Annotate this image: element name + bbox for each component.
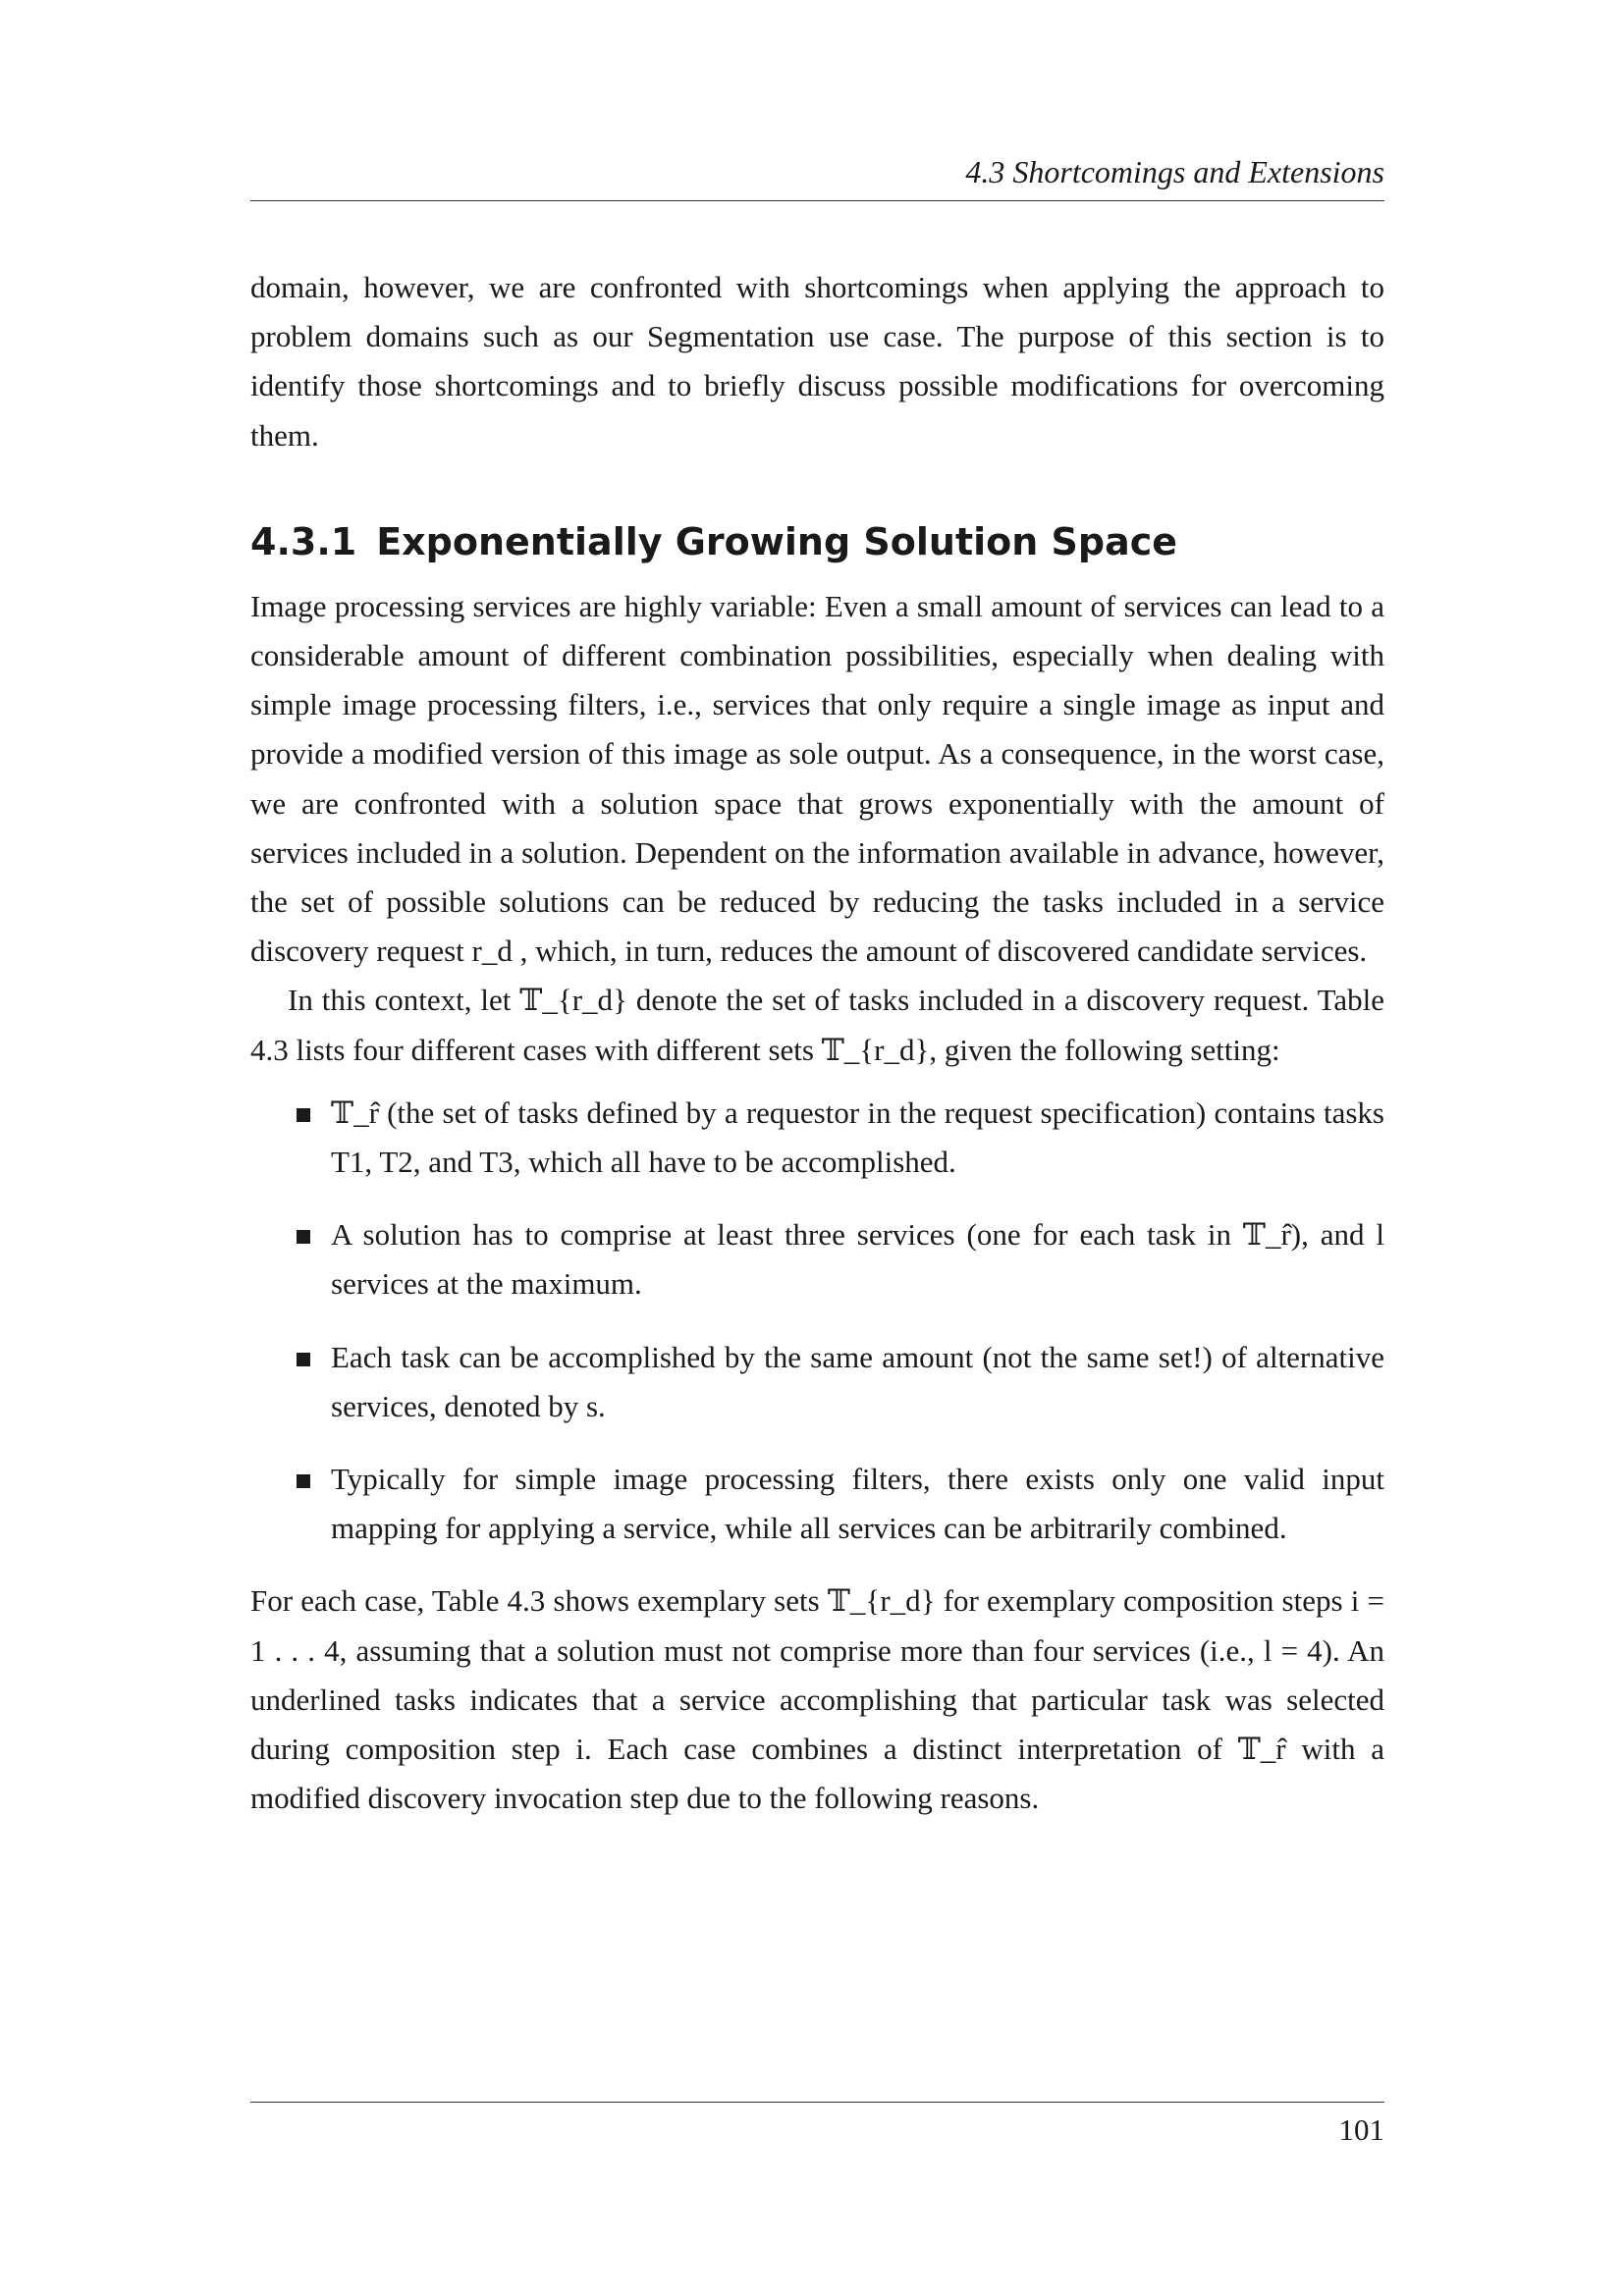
square-bullet-icon [297,1353,310,1366]
section-paragraph-2: In this context, let 𝕋_{r_d} denote the set of tasks included in a discovery request. Table 4.3 lists four different cases with different sets 𝕋_{r_d}, given the following setting: [250,983,1384,1067]
page-number: 101 [1338,2112,1384,2147]
list-item-text: Each task can be accomplished by the same amount (not the same set!) of alternative services, denoted by s. [331,1339,1384,1423]
section-paragraph-3: For each case, Table 4.3 shows exemplary sets 𝕋_{r_d} for exemplary composition steps i = 1 . . . 4, assuming that a solution must not comprise more than four services (i.e., l = 4). An underlined tasks indicates that a service accomplishing that particular task was selected during composition step i. Each case combines a distinct interpretation of 𝕋_r̂ with a modified discovery invocation step due to the following reasons. [250,1583,1384,1816]
square-bullet-icon [297,1474,310,1488]
list-item [250,1089,1384,1187]
square-bullet-icon [297,1108,310,1122]
page [250,147,1384,2209]
section-heading [250,517,1384,566]
list-item [250,1455,1384,1553]
intro-paragraph: domain, however, we are confronted with shortcomings when applying the approach to problem domains such as our Segmentation use case. The purpose of this section is to identify those shortcomings and to briefly discuss possible modifications for overcoming them. [250,270,1384,453]
section-title: Exponentially Growing Solution Space [376,519,1178,563]
footer-rule [250,2102,1384,2103]
square-bullet-icon [297,1230,310,1244]
header-rule [250,200,1384,201]
section-number: 4.3.1 [250,519,357,563]
list-item-text: 𝕋_r̂ (the set of tasks defined by a requestor in the request specification) contains tasks T1, T2, and T3, which all have to be accomplished. [331,1095,1384,1180]
list-item-text: Typically for simple image processing filters, there exists only one valid input mapping for applying a service, while all services can be arbitrarily combined. [331,1462,1384,1546]
list-item [250,1333,1384,1431]
list-item-text: A solution has to comprise at least three services (one for each task in 𝕋_r̂), and l services at the maximum. [331,1217,1384,1302]
page-body [250,263,1384,1823]
running-header: 4.3 Shortcomings and Extensions [965,154,1384,189]
list-item [250,1210,1384,1308]
setting-list [250,1089,1384,1554]
section-paragraph-1: Image processing services are highly variable: Even a small amount of services can lead to a considerable amount of different combination possibilities, especially when dealing with simple image processing filters, i.e., services that only require a single image as input and provide a modified version of this image as sole output. As a consequence, in the worst case, we are confronted with a solution space that grows exponentially with the amount of services included in a solution. Dependent on the information available in advance, however, the set of possible solutions can be reduced by reducing the tasks included in a service discovery request r_d , which, in turn, reduces the amount of discovered candidate services. [250,588,1384,969]
